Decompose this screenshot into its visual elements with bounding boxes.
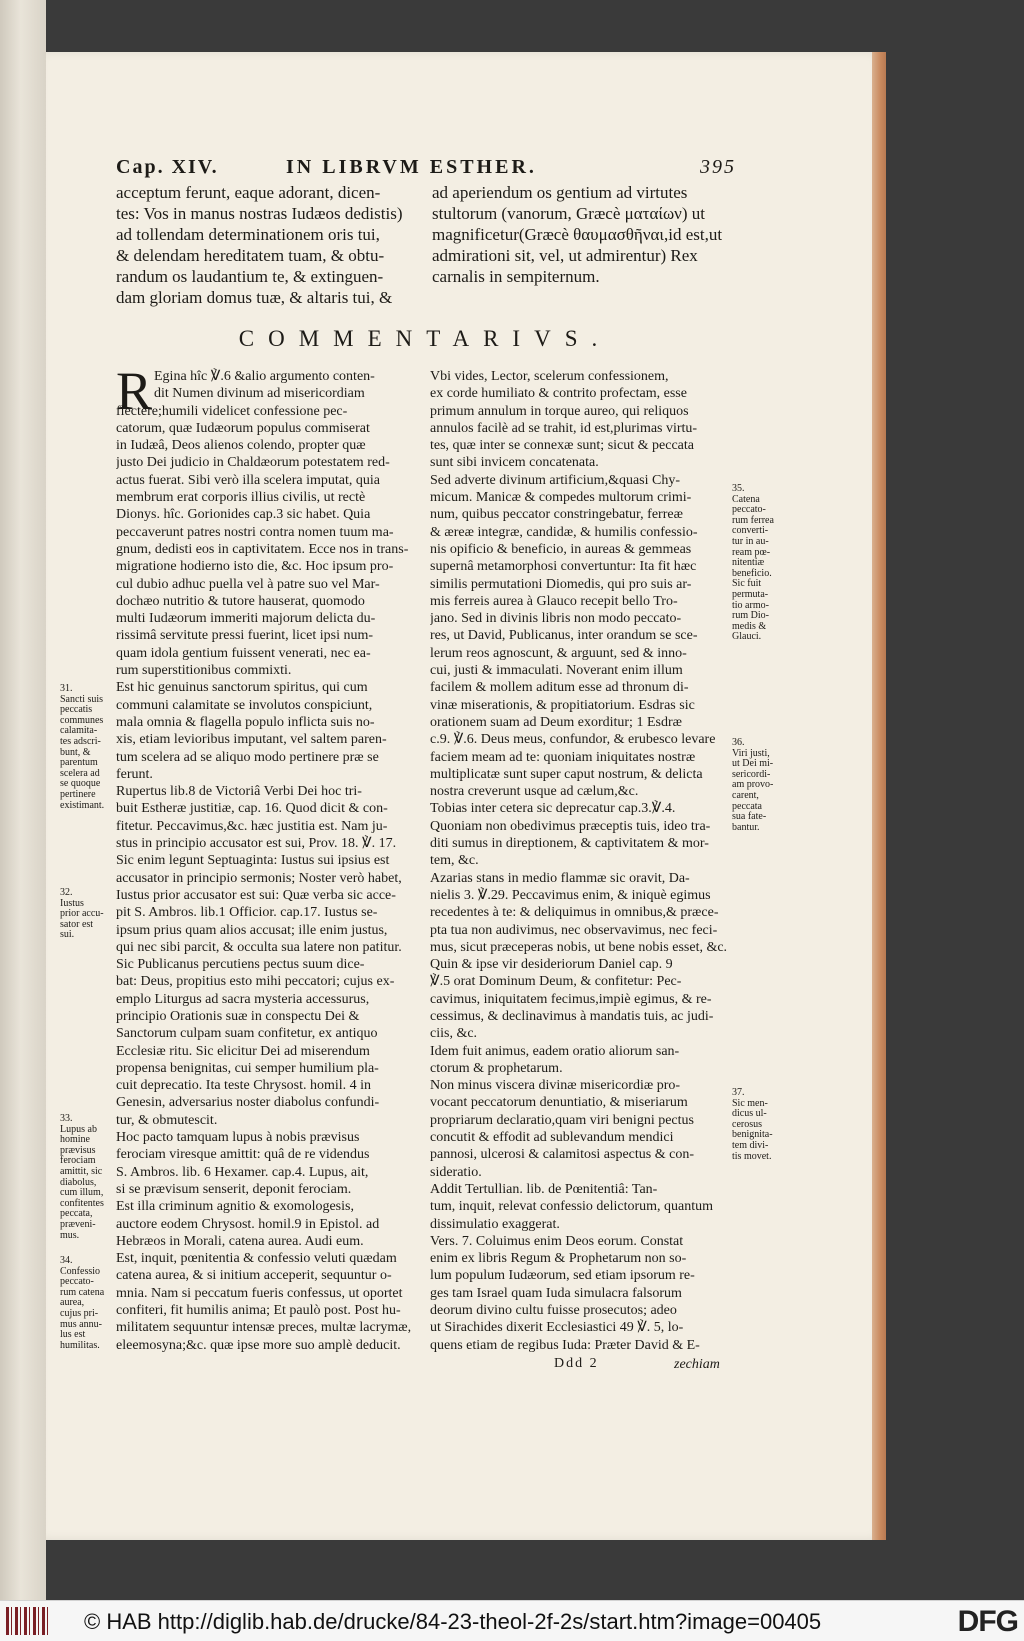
text-line: propriarum declaratio,quam viri benigni pectus [430, 1112, 694, 1128]
margin-note-line: 35. [732, 483, 745, 494]
text-line: ℣.5 orat Dominum Deum, & confitetur: Pec- [430, 974, 682, 990]
text-line: recedentes à te: & deliquimus in omnibus,& præce- [430, 905, 719, 921]
margin-note-line: Catena [732, 493, 760, 505]
chapter-label: Cap. XIV. [116, 156, 219, 178]
margin-note-line: peccata [732, 800, 762, 812]
text-line: Azarias stans in medio flammæ sic oravit, Da- [430, 870, 690, 886]
margin-note-line: parentum [60, 757, 98, 769]
text-line: in Iudæâ, Deos alienos colendo, propter quæ [116, 438, 366, 454]
text-line: tum, inquit, relevat confessio delictorum, quantum [430, 1199, 714, 1215]
top-right-column [432, 182, 736, 287]
margin-note-line: ferociam [60, 1155, 96, 1167]
text-line: primum annulum in torque aureo, qui reliquos [430, 403, 689, 419]
text-line: pta tua non audivimus, nec observavimus, nec feci- [430, 922, 718, 938]
margin-note-line: tio armo- [732, 599, 769, 611]
text-line: pit S. Ambros. lib.1 Officior. cap.17. Iustus se- [116, 905, 378, 921]
margin-note-line: dicus ul- [732, 1108, 767, 1120]
signature-mark: Ddd 2 [554, 1356, 599, 1371]
margin-note-line: sui. [60, 929, 75, 941]
text-line: dochæo nutritio & tutore hauserat, quomodo [116, 593, 365, 609]
margin-note-line: tis movet. [732, 1150, 772, 1162]
text-line: cavimus, iniquitatem fecimus,impiè egimus, & re- [430, 991, 712, 1007]
text-line: cul dubio adhuc puella vel à patre suo vel Mar- [116, 576, 380, 592]
margin-note-line: Sic fuit [732, 578, 762, 590]
text-line: deorum divino cultu fuisse prosecutos; adeo [430, 1303, 677, 1319]
margin-note-line: sator est [60, 918, 94, 930]
margin-note-line: permuta- [732, 588, 769, 600]
margin-note-line: Sancti suis [60, 693, 104, 705]
margin-note-line: peccato- [732, 504, 766, 516]
running-header [116, 156, 736, 178]
top-left-column [116, 182, 416, 308]
text-line: magnificetur(Græcè θαυμασθῆναι,id est,ut [432, 225, 723, 244]
credit-bar [0, 1600, 1024, 1641]
barcode-icon [6, 1607, 48, 1635]
text-line: justo Dei judicio in Chaldæorum potestatem red- [116, 455, 390, 471]
text-line: ipsum prius quam alios accusat; ille enim justus, [116, 922, 388, 938]
margin-note-line: bantur. [732, 821, 760, 833]
text-line: tur, & obmutescit. [116, 1112, 218, 1128]
margin-note-line: medis & [732, 620, 767, 632]
text-line: si se prævisum senserit, deponit ferociam. [116, 1181, 352, 1197]
margin-note-line: 37. [732, 1087, 745, 1098]
text-line: Egina hîc ℣.6 &alio argumento conten- [154, 369, 375, 384]
text-line: Vers. 7. Coluimus enim Deos eorum. Constat [430, 1233, 684, 1249]
margin-note-line: aurea, [60, 1297, 85, 1309]
text-line: bat: Deus, propitius esto mihi peccatori; cujus ex- [116, 974, 395, 990]
margin-note-line: 32. [60, 887, 73, 898]
text-line: jano. Sed in divinis libris non modo peccato- [430, 611, 682, 627]
text-line: Iustus prior accusator est sui: Quæ verba sic acce- [116, 887, 396, 903]
text-line: cuit deprecatio. Ita teste Chrysost. homil. 4 in [116, 1078, 372, 1094]
text-line: Dionys. hîc. Gorionides cap.3 sic habet. Quia [116, 507, 371, 523]
text-line: catena aurea, & si initium acceperit, sequuntur o- [116, 1268, 392, 1284]
text-line: Quin & ipse vir desideriorum Daniel cap. 9 [430, 957, 673, 973]
margin-note-line: ream pœ- [732, 546, 771, 558]
text-line: ad tollendam determinationem oris tui, [116, 225, 380, 244]
margin-note-line: existimant. [60, 799, 105, 811]
text-line: ferunt. [116, 766, 153, 782]
text-line: Sic Publicanus percutiens pectus suum dice- [116, 957, 365, 973]
text-line: lum populum Iudæorum, sed etiam ipsorum re- [430, 1268, 695, 1284]
text-line: migratione hodierno isto die, &c. Hoc ipsum pro- [116, 559, 394, 575]
text-line: orationem suam ad Deum exorditur; 1 Esdræ [430, 714, 682, 730]
text-line: diti sumus in direptionem, & captivitatem & mor- [430, 836, 709, 852]
margin-note [60, 1114, 104, 1241]
text-line: xis, etiam levioribus imputant, vel saltem paren- [116, 732, 387, 748]
text-line: nostra creverunt usque ad cælum,&c. [430, 784, 639, 800]
text-line: eleemosyna;&c. quæ ipse more suo amplè deducit. [116, 1337, 401, 1353]
margin-note-line: ut Dei mi- [732, 758, 774, 770]
margin-note-line: cum illum, [60, 1187, 104, 1199]
margin-note-line: 36. [732, 737, 745, 748]
text-line: & delendam hereditatem tuam, & obtu- [116, 246, 385, 265]
drop-cap: R [116, 361, 153, 421]
text-line: dam gloriam domus tuæ, & altaris tui, & [116, 288, 393, 307]
text-line: qui nec sibi parcit, & occulta sua latere non patitur. [116, 939, 402, 955]
margin-note-line: diabolus, [60, 1176, 97, 1188]
catchword: zechiam [674, 1357, 720, 1372]
page-number: 395 [700, 156, 736, 178]
text-line: & æreæ integræ, candidæ, & humilis confessio- [430, 524, 698, 540]
margin-note-line: cerosus [732, 1118, 762, 1130]
text-line: tem, &c. [430, 853, 479, 869]
margin-note-line: mus. [60, 1229, 80, 1241]
margin-note-line: peccatis [60, 704, 93, 716]
margin-note-line: calamita- [60, 725, 98, 737]
margin-note-line: converti- [732, 525, 769, 537]
text-line: sideratio. [430, 1164, 482, 1180]
margin-note-line: tur in au- [732, 535, 769, 547]
text-line: vinæ miserationis, & propitiatorium. Esdras sic [430, 697, 695, 713]
text-line: Hoc pacto tamquam lupus à nobis prævisus [116, 1130, 360, 1146]
text-line: stultorum (vanorum, Græcè ματαίων) ut [432, 204, 705, 223]
text-line: rum superstitionibus commixti. [116, 663, 292, 679]
text-line: mala omnia & flagella populo inflicta suis no- [116, 714, 375, 730]
text-line: ferociam viresque amittit: quâ de re videndus [116, 1147, 370, 1163]
text-line: principio Orationis suæ in conspectu Dei & [116, 1008, 360, 1024]
text-line: multi Iudæorum immeriti majorum delicta du- [116, 611, 376, 627]
text-line: acceptum ferunt, eaque adorant, dicen- [116, 183, 381, 202]
margin-note-line: benignita- [732, 1129, 773, 1141]
margin-note-line: pertinere [60, 788, 96, 800]
margin-note-line: præveni- [60, 1218, 96, 1230]
text-line: propensa benignitas, cui semper humilium pla- [116, 1060, 379, 1076]
margin-note-line: tes adscri- [60, 735, 101, 747]
text-line: confiteri, fit humilis anima; Et paulò post. Post hu- [116, 1303, 401, 1319]
text-line: Ecclesiæ ritu. Sic elicitur Dei ad miserendum [116, 1043, 370, 1059]
margin-note-line: 33. [60, 1113, 73, 1124]
text-line: dit Numen divinum ad misericordiam [154, 386, 365, 402]
margin-note [732, 484, 774, 643]
text-line: cui, justi & immaculati. Noverant enim illum [430, 663, 683, 679]
margin-note [732, 1088, 773, 1162]
margin-note-line: homine [60, 1134, 90, 1146]
text-line: Rupertus lib.8 de Victoriâ Verbi Dei hoc tri- [116, 784, 362, 800]
margin-note-line: 34. [60, 1255, 73, 1266]
margin-note-line: peccato- [60, 1276, 94, 1288]
margin-note-line: amittit, sic [60, 1165, 103, 1177]
margin-note-line: prævisus [60, 1144, 96, 1156]
margin-note-line: bunt, & [60, 746, 91, 758]
text-line: Sic enim legunt Septuaginta: Iustus sui ipsius est [116, 853, 390, 869]
margin-note-line: humilitas. [60, 1339, 100, 1351]
text-line: ges tam Israel quam Iuda simulacra falsorum [430, 1285, 682, 1301]
text-line: nielis 3. ℣.29. Peccavimus enim, & iniquè egimus [430, 887, 711, 903]
text-line: fitetur. Peccavimus,&c. hæc justitia est. Nam ju- [116, 818, 388, 834]
text-line: admirationi sit, vel, ut admirentur) Rex [432, 246, 698, 265]
dfg-logo: DFG [957, 1605, 1018, 1638]
text-line: Non minus viscera divinæ misericordiæ pro- [430, 1078, 681, 1094]
text-line: concutit & effodit ad sublevandum mendici [430, 1130, 674, 1146]
running-title: IN LIBRVM ESTHER. [286, 156, 537, 178]
text-line: multiplicatæ sunt super caput nostrum, & delicta [430, 766, 703, 782]
text-line: Quoniam non obedivimus præceptis tuis, ideo tra- [430, 818, 711, 834]
text-line: gnum, dedisti eos in captivitatem. Ecce nos in trans- [116, 541, 409, 557]
text-line: Est illa criminum agnitio & exomologesis, [116, 1199, 354, 1215]
margin-note-line: carent, [732, 789, 759, 801]
margin-note-line: am provo- [732, 779, 774, 791]
margin-note-line: prior accu- [60, 908, 104, 920]
margin-note-line: Sic men- [732, 1097, 768, 1109]
margin-note-line: lus est [60, 1329, 86, 1341]
text-line: membrum erat corporis illius civilis, ut rectè [116, 490, 366, 506]
margin-note [60, 1256, 104, 1351]
text-line: actus fuerat. Sibi verò illa scelera imputat, quia [116, 472, 380, 488]
margin-note-line: rum catena [60, 1286, 105, 1298]
text-line: militatem sequuntur intensæ preces, multæ lacrymæ, [116, 1320, 412, 1336]
text-line: nis opificio & beneficio, in aureas & gemmeas [430, 541, 692, 557]
margin-note-line: Lupus ab [60, 1123, 97, 1135]
text-line: Hebræos in Morali, catena aurea. Audi eum. [116, 1233, 364, 1249]
text-line: c.9. ℣.6. Deus meus, confundor, & erubesco levare [430, 732, 716, 748]
text-line: Sanctorum culpam suam confitetur, ex antiquo [116, 1026, 378, 1042]
text-line: Vbi vides, Lector, scelerum confessionem, [430, 369, 669, 384]
right-text-column [430, 368, 728, 1354]
text-line: ex corde humiliato & contrito profectam, esse [430, 386, 687, 402]
text-line: cessimus, & declinavimus à mandatis tuis, ac judi- [430, 1008, 714, 1024]
margin-note [60, 888, 104, 941]
margin-note-line: se quoque [60, 778, 101, 790]
margin-note-line: communes [60, 714, 104, 726]
text-line: res, ut David, Publicanus, inter orandum se sce- [430, 628, 698, 644]
page-fore-edge [872, 52, 886, 1540]
adjacent-page-edge [0, 0, 46, 1600]
margin-note-line: peccata, [60, 1208, 93, 1220]
text-line: similis permutationi Diomedis, qui pro suis ar- [430, 576, 692, 592]
text-line: auctore eodem Chrysost. homil.9 in Epistol. ad [116, 1216, 380, 1232]
margin-note-line: Iustus [60, 897, 84, 909]
text-line: micum. Manicæ & compedes multorum crimi- [430, 490, 692, 506]
text-line: vocant peccatorum denuntiatio, & miseriarum [430, 1095, 688, 1111]
text-line: sunt sibi invicem concatenata. [430, 455, 599, 471]
text-line: Idem fuit animus, eadem oratio aliorum san- [430, 1043, 680, 1059]
text-line: carnalis in sempiternum. [432, 267, 600, 286]
text-line: enim ex libris Regum & Prophetarum non so- [430, 1251, 687, 1267]
text-line: catorum, quæ Iudæorum populus commiserat [116, 420, 370, 436]
text-line: pannosi, ulcerosi & calamitosi aspectus & con- [430, 1147, 694, 1163]
text-line: communi calamitate se involutos conspiciunt, [116, 697, 373, 713]
margin-note-line: Glauci. [732, 631, 762, 643]
margin-note-line: sericordi- [732, 768, 771, 780]
text-line: Est hic genuinus sanctorum spiritus, qui cum [116, 680, 368, 696]
text-line: quens etiam de regibus Iuda: Præter David & E- [430, 1337, 700, 1353]
text-line: ciis, &c. [430, 1026, 478, 1042]
text-line: tes: Vos in manus nostras Iudæos dedistis) [116, 204, 403, 223]
margin-note-line: rum ferrea [732, 514, 774, 526]
text-line: ut Sirachides dixerit Ecclesiastici 49 ℣. 5, lo- [430, 1320, 684, 1336]
margin-note-line: mus annu- [60, 1318, 102, 1330]
text-line: ad aperiendum os gentium ad virtutes [432, 183, 688, 202]
text-line: mnia. Nam si peccatum fueris confessus, ut oportet [116, 1285, 403, 1301]
margin-note-line: 31. [60, 683, 73, 694]
margin-note-line: rum Dio- [732, 610, 769, 622]
margin-note-line: nitentiæ [732, 557, 765, 569]
text-line: peccaverunt patres nostri contra nomen tuum ma- [116, 524, 394, 540]
text-line: lerum reos agnoscunt, & arguunt, sed & inno- [430, 645, 687, 661]
left-text-column [116, 361, 416, 1354]
text-line: quam idola gentium fuissent venerati, nec ea- [116, 645, 371, 661]
text-line: Genesin, adversarius noster diabolus confundi- [116, 1095, 380, 1111]
text-line: Est, inquit, pœnitentia & confessio veluti quædam [116, 1251, 397, 1267]
margin-note-line: tem divi- [732, 1139, 769, 1151]
text-line: ctorum & prophetarum. [430, 1060, 563, 1076]
text-line: emplo Liturgus ad sacra mysteria accessurus, [116, 991, 370, 1007]
margin-note-line: sua fate- [732, 811, 767, 823]
text-line: Tobias inter cetera sic deprecatur cap.3.℣.4. [430, 801, 676, 817]
text-line: annulos facilè ad se trahit, id est,plurimas virtu- [430, 420, 698, 436]
text-line: accusator in principio sermonis; Noster verò habet, [116, 870, 402, 886]
source-link[interactable]: © HAB http://diglib.hab.de/drucke/84-23-theol-2f-2s/start.htm?image=00405 [84, 1609, 822, 1634]
section-title: COMMENTARIVS. [238, 326, 612, 351]
text-line: faciem meam ad te: quoniam iniquitates nostræ [430, 749, 696, 765]
margin-note-line: scelera ad [60, 767, 100, 779]
text-line: tes, quæ inter se connexæ sunt; sicut & peccata [430, 438, 694, 454]
text-line: buit Estheræ justitiæ, cap. 16. Quod dicit & con- [116, 801, 388, 817]
margin-note-line: beneficio. [732, 567, 772, 579]
text-line: Addit Tertullian. lib. de Pœnitentiâ: Tan- [430, 1181, 658, 1197]
text-line: S. Ambros. lib. 6 Hexamer. cap.4. Lupus, ait, [116, 1164, 369, 1180]
text-line: num, quibus peccator constringebatur, ferreæ [430, 507, 683, 523]
text-line: supernâ metamorphosi convertuntur: Ita fit hæc [430, 559, 697, 575]
text-line: randum os laudantium te, & extinguen- [116, 267, 384, 286]
margin-note [732, 738, 773, 833]
text-line: rissimâ servitute pressi fuerint, licet ipsi num- [116, 628, 374, 644]
text-line: stus in principio accusator est sui, Prov. 18. ℣. 17. [116, 836, 397, 852]
margin-note-line: confitentes [60, 1197, 104, 1209]
text-line: mis ferreis aurea à Glauco recepit bello Tro- [430, 593, 678, 609]
margin-note-line: cujus pri- [60, 1307, 99, 1319]
text-line: facilem & mollem aditum esse ad thronum di- [430, 680, 689, 696]
text-line: tum scelera ad se aliquo modo pertinere præ se [116, 749, 379, 765]
margin-note [60, 684, 104, 811]
text-line: Sed adverte divinum artificium,&quasi Chy- [430, 472, 681, 488]
margin-note-line: Confessio [60, 1265, 100, 1277]
margin-note-line: Viri justi, [732, 747, 770, 759]
text-line: mus, sicut præceperas nobis, ut bene nobis esset, &c. [430, 939, 728, 955]
text-line: flectere;humili videlicet confessione pec- [116, 403, 348, 419]
text-line: dissimulatio exaggerat. [430, 1216, 560, 1232]
